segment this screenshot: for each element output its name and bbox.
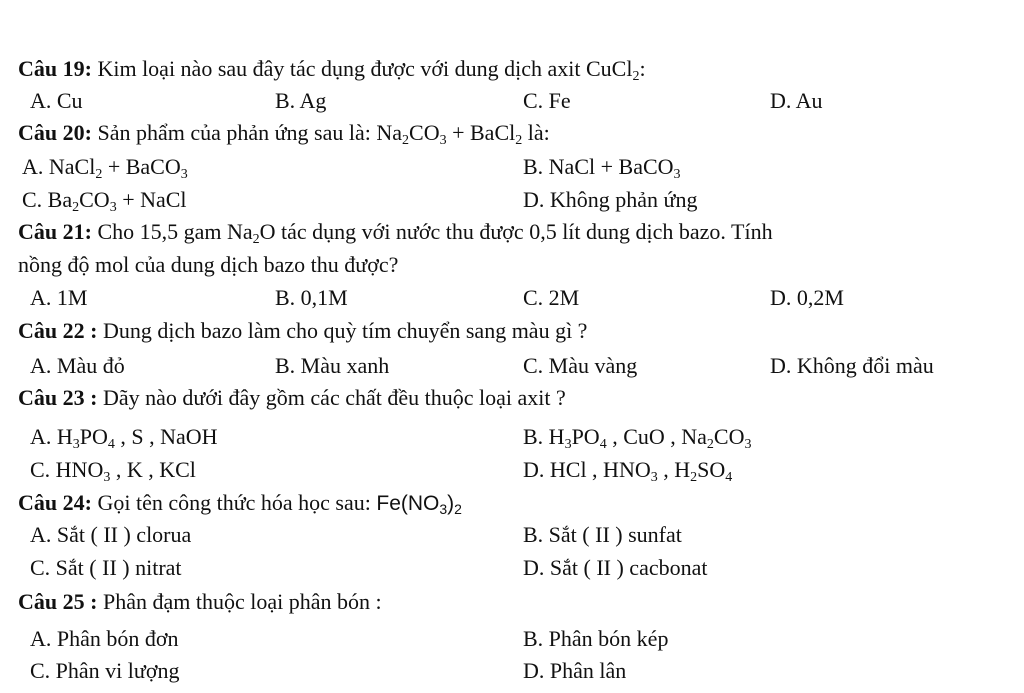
q25-option-b[interactable]: B. Phân bón kép (523, 626, 669, 651)
q22-option-a[interactable]: A. Màu đỏ (30, 353, 125, 378)
question-24-label: Câu 24: (18, 490, 92, 515)
q21-option-b[interactable]: B. 0,1M (275, 285, 348, 310)
q20-option-d[interactable]: D. Không phản ứng (523, 187, 698, 212)
question-25: Câu 25 : Phân đạm thuộc loại phân bón : (18, 589, 382, 614)
q21-option-c[interactable]: C. 2M (523, 285, 580, 310)
question-24: Câu 24: Gọi tên công thức hóa học sau: $Fe(NO_3)_2$ (18, 490, 462, 517)
q23-option-b[interactable]: B. $H_3PO_4$ , CuO , $Na_2CO_3$ (523, 424, 752, 452)
q25-option-c[interactable]: C. Phân vi lượng (30, 658, 180, 683)
q23-option-d[interactable]: D. HCl , $HNO_3$ , $H_2SO_4$ (523, 457, 733, 485)
question-21-line2: nồng độ mol của dung dịch bazo thu được? (18, 252, 399, 277)
question-19-label: Câu 19: (18, 56, 92, 81)
q24-option-d[interactable]: D. Sắt ( II ) cacbonat (523, 555, 708, 580)
question-22: Câu 22 : Dung dịch bazo làm cho quỳ tím chuyển sang màu gì ? (18, 318, 588, 343)
question-19 (18, 58, 646, 84)
q20-option-c[interactable]: C. $Ba_2CO_3$ + NaCl (22, 187, 187, 215)
q19-option-b[interactable]: B. Ag (275, 88, 327, 113)
question-25-label: Câu 25 : (18, 589, 98, 614)
q24-option-a[interactable]: A. Sắt ( II ) clorua (30, 522, 192, 547)
q24-option-b[interactable]: B. Sắt ( II ) sunfat (523, 522, 682, 547)
q22-option-c[interactable]: C. Màu vàng (523, 353, 638, 378)
q19-option-c[interactable]: C. Fe (523, 88, 571, 113)
q21-option-d[interactable]: D. 0,2M (770, 285, 844, 310)
q20-option-a[interactable]: A. NaCl$_2$ + BaCO$_3$ (22, 154, 188, 182)
question-19-formula: CuCl$_2$: (586, 56, 646, 84)
question-20-text: Sản phẩm của phản ứng sau là: (91, 120, 377, 145)
q25-option-a[interactable]: A. Phân bón đơn (30, 626, 179, 651)
question-20-label: Câu 20: (18, 120, 92, 145)
q19-option-d[interactable]: D. Au (770, 88, 823, 113)
q22-option-b[interactable]: B. Màu xanh (275, 353, 390, 378)
question-19-text: Kim loại nào sau đây tác dụng được với dung dịch axit (91, 56, 586, 81)
question-22-label: Câu 22 : (18, 318, 98, 343)
question-21: Câu 21: Cho 15,5 gam $Na_2O$ tác dụng với nước thu được 0,5 lít dung dịch bazo. Tính (18, 219, 773, 247)
question-23-label: Câu 23 : (18, 385, 98, 410)
q23-option-a[interactable]: A. $H_3PO_4$ , S , NaOH (30, 424, 218, 452)
question-20 (18, 122, 550, 148)
question-24-formula: $Fe(NO_3)_2$ (376, 492, 462, 517)
q25-option-d[interactable]: D. Phân lân (523, 658, 627, 683)
question-23: Câu 23 : Dãy nào dưới đây gồm các chất đều thuộc loại axit ? (18, 385, 566, 410)
q21-option-a[interactable]: A. 1M (30, 285, 88, 310)
q23-option-c[interactable]: C. $HNO_3$ , K , KCl (30, 457, 196, 485)
q24-option-c[interactable]: C. Sắt ( II ) nitrat (30, 555, 182, 580)
question-20-formula: $Na_2CO_3$ + BaCl$_2$ là: (376, 120, 550, 148)
q22-option-d[interactable]: D. Không đổi màu (770, 353, 934, 378)
question-21-label: Câu 21: (18, 219, 92, 244)
q20-option-b[interactable]: B. NaCl + BaCO$_3$ (523, 154, 681, 182)
q19-option-a[interactable]: A. Cu (30, 88, 83, 113)
